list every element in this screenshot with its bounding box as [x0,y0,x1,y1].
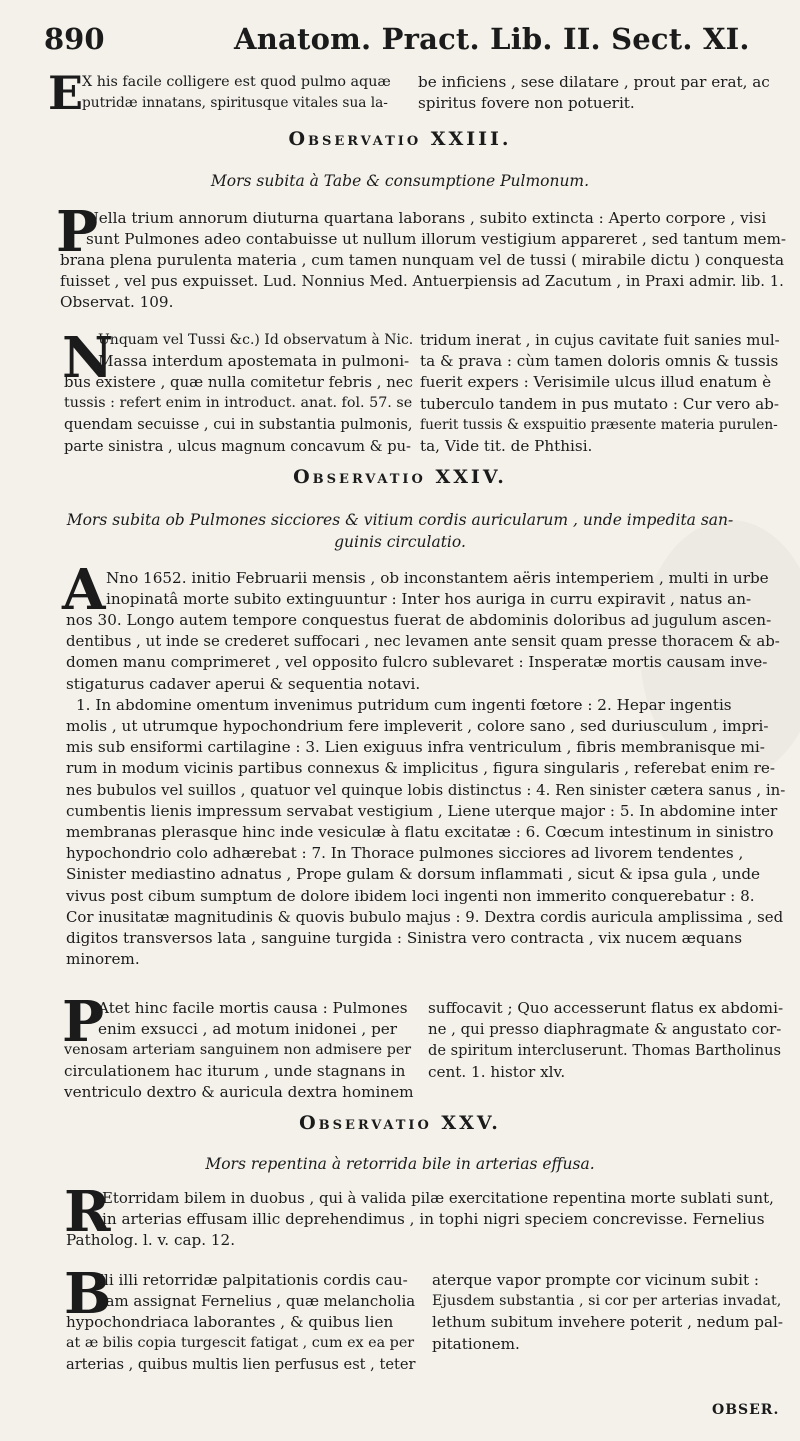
text-line: nes bubulos vel suillos , quatuor vel quinque lobis distinctus : 4. Ren sinister cætera sanus , in- [66,780,786,799]
text-line: Uella trium annorum diuturna quartana laborans , subito extincta : Aperto corpore , visi [86,209,767,227]
text-line: hypochondriaca laborantes , & quibus lien [66,1313,394,1331]
text-line: fuerit tussis & exspuitio præsente materia purulen- [420,416,778,433]
text-line: molis , ut utrumque hypochondrium fere impleverit , colore sano , sed duriusculum , impri- [66,717,769,736]
text-line: tuberculo tandem in pus mutato : Cur vero ab- [420,394,779,413]
observation-subheading [0,170,800,192]
note-left-column [98,1270,420,1312]
text-line: Ejusdem substantia , si cor per arterias invadat, [432,1293,782,1310]
observation-body [106,568,786,610]
observation-heading: Observatio XXV. [299,1112,501,1134]
observation-subheading [0,1153,800,1175]
text-line: pitationem. [432,1334,520,1353]
observation-heading: Observatio XXIV. [293,466,507,488]
text-line: stigaturus cadaver aperui & sequentia notavi. [66,674,421,693]
text-line: Patholog. l. v. cap. 12. [66,1231,236,1249]
drop-cap: P [62,989,105,1055]
observation-body-cont [66,1230,786,1251]
drop-cap: A [62,557,106,623]
text-line: Cor inusitatæ magnitudinis & quovis bubulo majus : 9. Dextra cordis auricula amplissima , sed [66,907,784,926]
text-line: spiritus fovere non potuerit. [418,94,635,113]
text-line: fuerit expers : Verisimile ulcus illud enatum è [420,373,772,392]
text-line: bus existere , quæ nulla comitetur febris , nec [64,373,413,391]
observation-body [86,208,786,250]
text-line: enim exsucci , ad motum inidonei , per [98,1020,398,1039]
text-line: Atet hinc facile mortis causa : Pulmones [98,999,408,1017]
text-line: aterque vapor prompte cor vicinum subit : [432,1271,760,1289]
text-line: vivus post cibum sumptum de dolore ibidem loci ingenti non immerito conquerebatur : 8. [66,886,755,905]
text-line: hypochondrio colo adhærebat : 7. In Thorace pulmones sicciores ad livorem tendentes , [66,844,744,863]
intro-right-column [418,72,778,114]
text-line: Sinister mediastino adnatus , Prope gulam & dorsum inflammati , sicut & ipsa gula , unde [66,865,761,884]
note-left-column-cont [64,372,416,457]
note-left-column-cont [64,1040,416,1104]
text-line: ne , qui presso diaphragmate & angustato cor- [428,1020,782,1039]
note-left-column [98,330,416,372]
observation-body [102,1188,786,1230]
text-line: cumbentis lienis impressum servabat vestigium , Liene uterque major : 5. In abdomine inter [66,801,778,820]
note-right-column [428,998,784,1083]
text-line: venosam arteriam sanguinem non admisere per [64,1042,412,1058]
text-line: cent. 1. histor xlv. [428,1062,566,1081]
subheading-line: Mors repentina à retorrida bile in arterias effusa. [205,1155,595,1173]
text-line: X his facile colligere est quod pulmo aquæ [82,74,391,90]
catchword: OBSER. [712,1402,780,1418]
text-line: de spiritum intercluserunt. Thomas Bartholinus [428,1042,781,1060]
text-line: at æ bilis copia turgescit fatigat , cum ex ea per [66,1335,415,1352]
text-line: dentibus , ut inde se crederet suffocari , nec levamen ante sensit quam presse thoracem & ab- [66,632,780,651]
observation-heading: Observatio XXIII. [288,128,512,150]
text-line: tridum inerat , in cujus cavitate fuit sanies mul- [420,331,780,349]
text-line: ventriculo dextro & auricula dextra hominem [64,1083,414,1102]
text-line: domen manu comprimeret , vel opposito fulcro sublevaret : Insperatæ mortis causam inve- [66,653,768,672]
text-line: rum in modum vicinis partibus connexus & implicitus , figura singularis , referebat enim re- [66,759,775,778]
drop-cap: E [48,66,84,120]
text-line: in arterias effusam illic deprehendimus , in tophi nigri speciem concrevisse. Fernelius [102,1210,765,1229]
text-line: membranas plerasque hinc inde vesiculæ à flatu excitatæ : 6. Cœcum intestinum in sinistro [66,823,774,842]
text-line: circulationem hac iturum , unde stagnans in [64,1062,406,1081]
subheading-line: Mors subita à Tabe & consumptione Pulmonum. [210,172,590,190]
text-line: Massa interdum apostemata in pulmoni- [98,352,410,371]
text-line: suffocavit ; Quo accesserunt flatus ex abdomi- [428,999,784,1017]
text-line: sam assignat Fernelius , quæ melancholia [98,1292,416,1311]
text-line: 1. In abdomine omentum invenimus putridum cum ingenti fœtore : 2. Hepar ingentis [76,695,732,714]
drop-cap: B [64,1261,112,1327]
text-line: lethum subitum invehere poterit , nedum pal- [432,1313,783,1332]
text-line: arterias , quibus multis lien perfusus est , teter [66,1356,416,1374]
observation-subheading [0,509,800,553]
page-header [44,22,784,62]
text-line: Unquam vel Tussi &c.) Id observatum à Nic. [98,332,414,348]
text-line: Nno 1652. initio Februarii mensis , ob inconstantem aëris intemperiem , multi in urbe [106,569,769,587]
text-line: inopinatâ morte subito extinguuntur : Inter hos auriga in curru expiravit , natus an- [106,590,752,609]
intro-left-column [82,72,392,114]
running-title: Anatom. Pract. Lib. II. Sect. XI. [234,22,750,56]
note-right-column [420,330,780,457]
note-left-column [98,998,416,1040]
text-line: mis sub ensiformi cartilagine : 3. Lien exiguus infra ventriculum , fibris membranisque mi- [66,738,765,757]
text-line: ta, Vide tit. de Phthisi. [420,437,593,456]
text-line: minorem. [66,950,140,969]
text-line: parte sinistra , ulcus magnum concavum & pu- [64,437,411,455]
observation-body-cont [66,610,786,970]
text-line: brana plena purulenta materia , cum tamen nunquam vel de tussi ( mirabile dictu ) conquesta [60,251,785,269]
note-right-column [432,1270,784,1355]
text-line: sunt Pulmones adeo contabuisse ut nullum illorum vestigium appareret , sed tantum mem- [86,230,787,249]
subheading-line: Mors subita ob Pulmones sicciores & vitium cordis auricularum , unde impedita san- [66,511,734,529]
text-line: putridæ innatans, spiritusque vitales sua la- [82,95,388,112]
text-line: nos 30. Longo autem tempore conquestus fuerat de abdominis doloribus ad jugulum ascen- [66,611,772,629]
text-line: quendam secuisse , cui in substantia pulmonis, [64,416,413,434]
observation-body-cont [60,250,786,314]
note-left-column-cont [66,1312,420,1376]
subheading-line: guinis circulatio. [334,533,466,551]
text-line: be inficiens , sese dilatare , prout par erat, ac [418,73,770,91]
text-line: fuisset , vel pus expuisset. Lud. Nonnius Med. Antuerpiensis ad Zacutum , in Praxi admir. lib. 1. [60,272,784,291]
text-line: Observat. 109. [60,293,174,312]
drop-cap: R [64,1179,111,1245]
page-number: 890 [44,22,105,56]
text-line: Ili illi retorridæ palpitationis cordis cau- [98,1271,408,1289]
text-line: tussis : refert enim in introduct. anat. fol. 57. se [64,395,413,412]
drop-cap: P [56,199,99,265]
drop-cap: N [62,325,114,391]
text-line: digitos transversos lata , sanguine turgida : Sinistra vero contracta , vix nucem æquans [66,929,743,948]
text-line: Etorridam bilem in duobus , qui à valida pilæ exercitatione repentina morte sublati sunt, [102,1189,774,1207]
text-line: ta & prava : cùm tamen doloris omnis & tussis [420,352,779,371]
